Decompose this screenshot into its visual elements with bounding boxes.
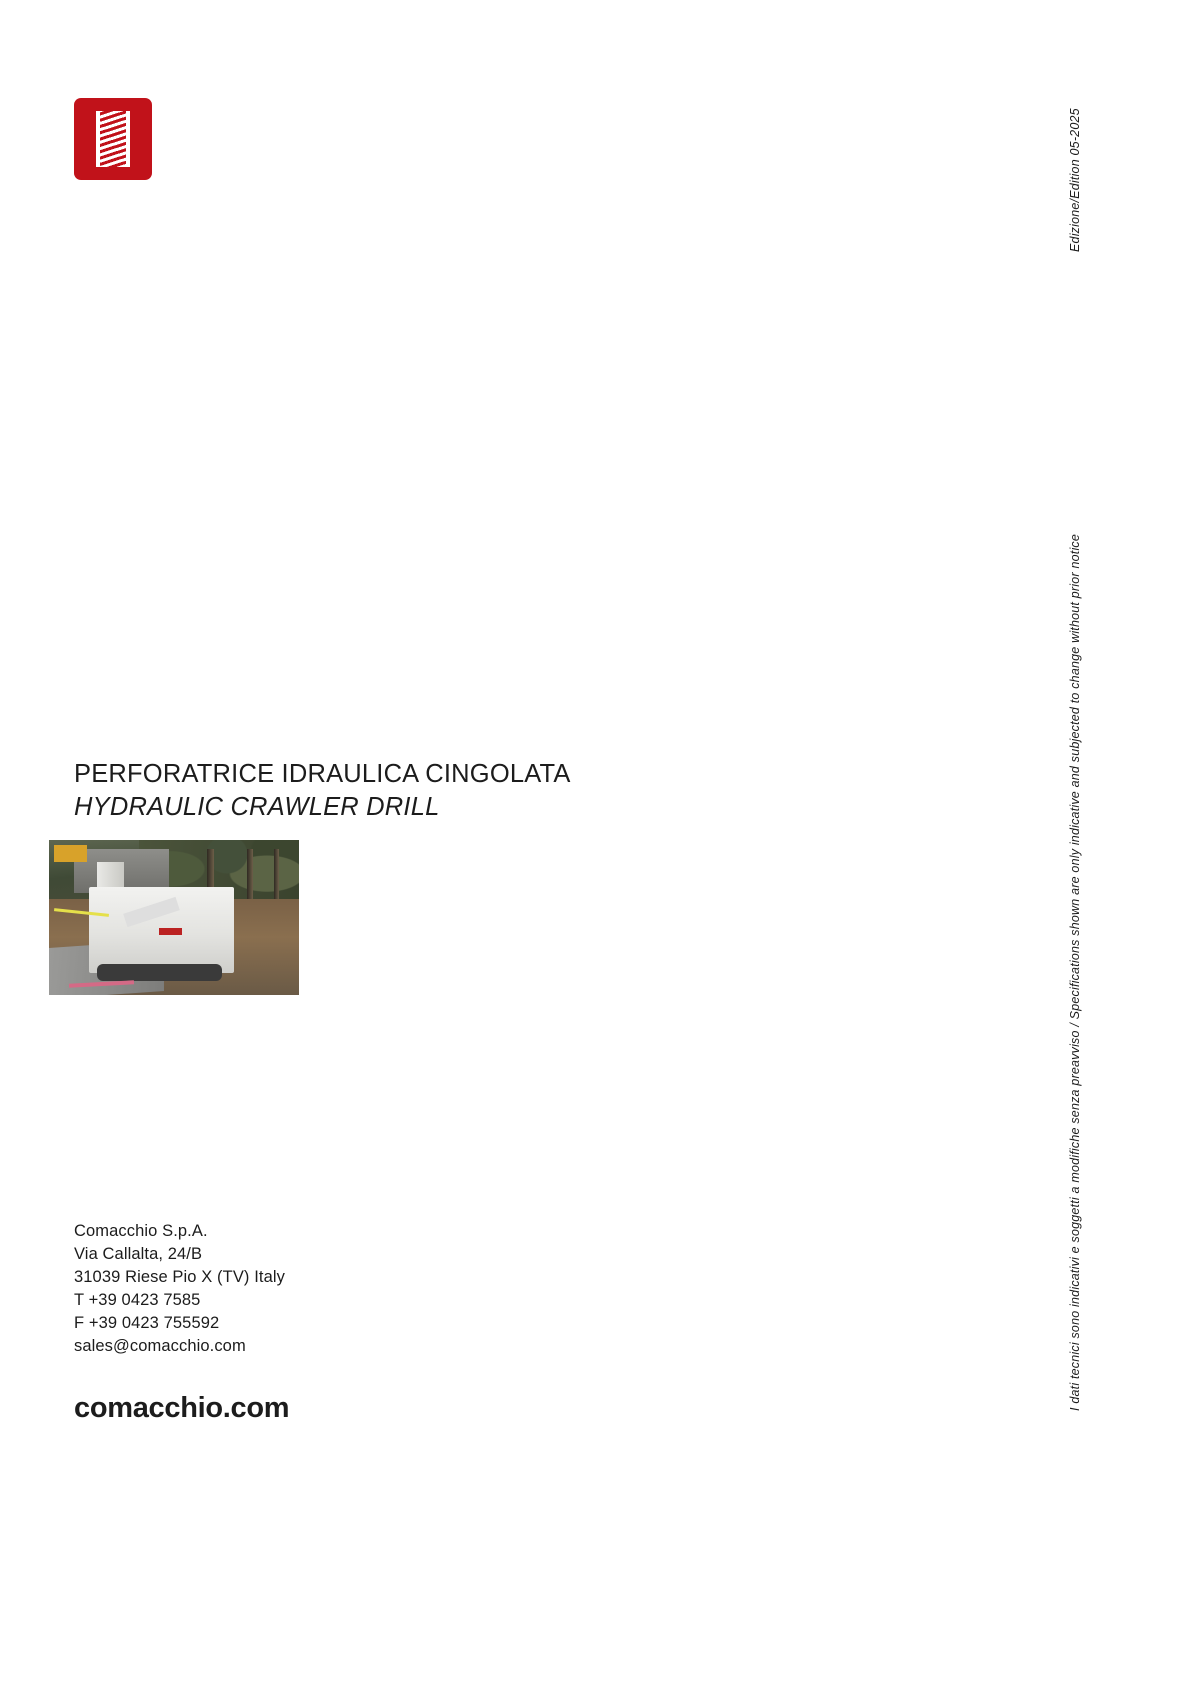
email-address[interactable]: sales@comacchio.com bbox=[74, 1336, 246, 1355]
product-title-english: HYDRAULIC CRAWLER DRILL bbox=[74, 792, 440, 821]
photo-crane bbox=[54, 845, 87, 862]
phone-number: T +39 0423 7585 bbox=[74, 1290, 201, 1309]
photo-crawler-track bbox=[97, 964, 222, 981]
specifications-disclaimer: I dati tecnici sono indicativi e soggetti a modifiche senza preavviso / Specifications shown are only indicative and subjected to change without prior notice bbox=[1068, 533, 1082, 1411]
contact-block bbox=[74, 1220, 285, 1358]
company-name: Comacchio S.p.A. bbox=[74, 1222, 208, 1240]
city-address: 31039 Riese Pio X (TV) Italy bbox=[74, 1267, 285, 1286]
product-title-italian: PERFORATRICE IDRAULICA CINGOLATA bbox=[74, 760, 571, 788]
drill-auger-icon bbox=[100, 111, 126, 167]
street-address: Via Callalta, 24/B bbox=[74, 1244, 203, 1263]
product-photo bbox=[49, 840, 299, 995]
company-logo bbox=[74, 98, 152, 180]
photo-brand-decal bbox=[159, 928, 182, 934]
fax-number: F +39 0423 755592 bbox=[74, 1313, 220, 1332]
website-link[interactable]: comacchio.com bbox=[74, 1392, 290, 1424]
product-title-block bbox=[74, 758, 714, 823]
edition-note: Edizione/Edition 05-2025 bbox=[1068, 108, 1082, 252]
